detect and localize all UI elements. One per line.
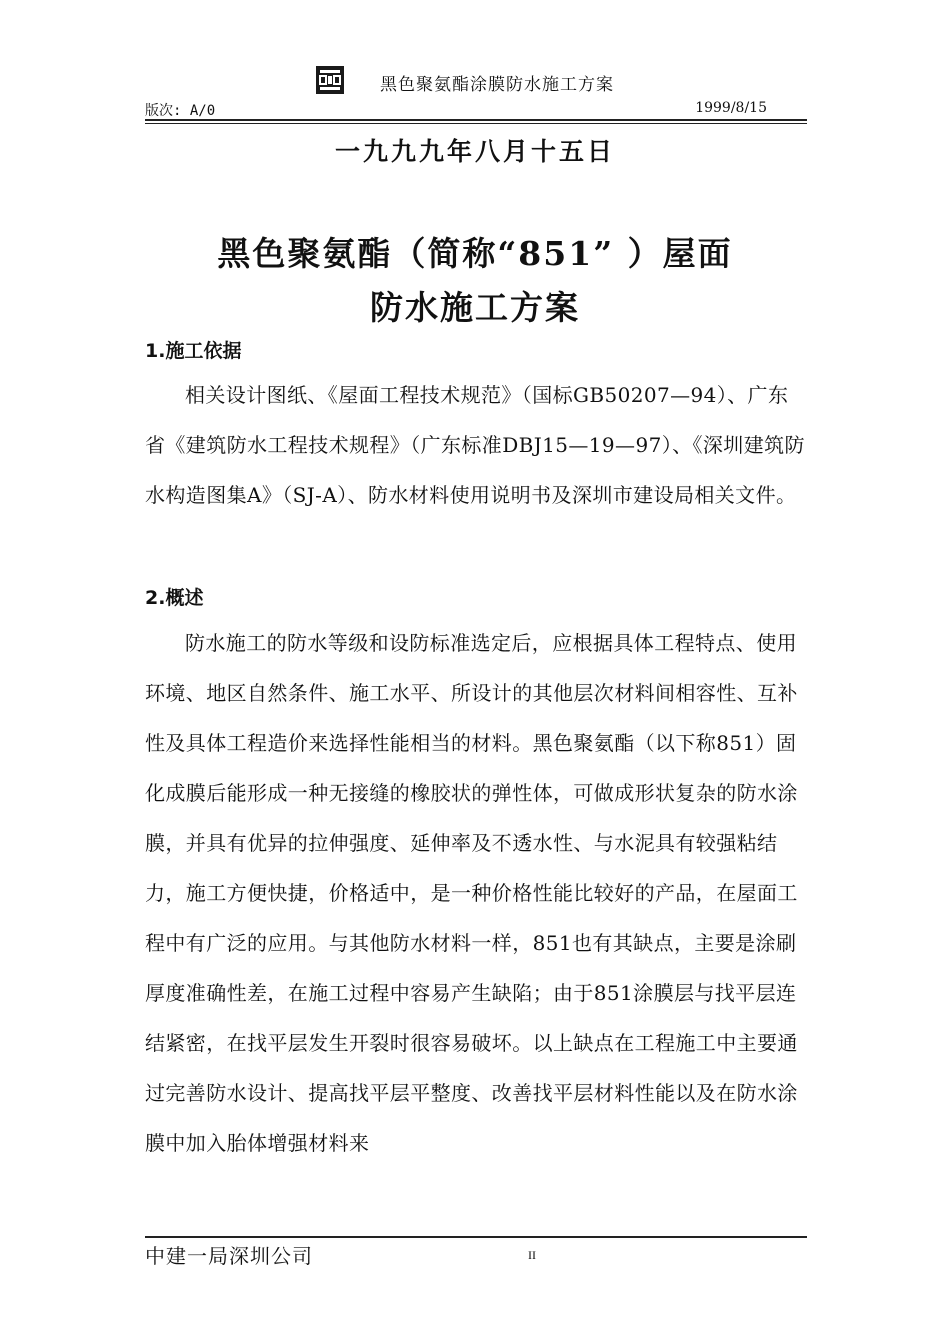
header-rule (145, 119, 807, 121)
section-body-basis: 相关设计图纸、《屋面工程技术规范》（国标GB50207—94）、广东省《建筑防水工程技术规程》（广东标准DBJ15—19—97）、《深圳建筑防水构造图集A》（SJ-A）、防水材料使用说明书及深圳市建设局相关文件。 (145, 383, 805, 507)
footer-company: 中建一局深圳公司 (145, 1244, 313, 1268)
page-number: II (528, 1248, 536, 1262)
document-title-line-1: 黑色聚氨酯（简称“851” ）屋面 (217, 234, 733, 273)
version-label: 版次: A/0 (145, 103, 216, 119)
date-heading: 一九九九年八月十五日 (334, 137, 615, 166)
header-date: 1999/8/15 (695, 100, 767, 116)
cscec-logo-icon (316, 66, 344, 94)
header-title: 黑色聚氨酯涂膜防水施工方案 (380, 75, 614, 95)
document-title-line-2: 防水施工方案 (370, 288, 580, 327)
section-body-overview: 防水施工的防水等级和设防标准选定后，应根据具体工程特点、使用环境、地区自然条件、施工水平、所设计的其他层次材料间相容性、互补性及具体工程造价来选择性能相当的材料。黑色聚氨酯（以下称851）固化成膜后能形成一种无接缝的橡胶状的弹性体，可做成形状复杂的防水涂膜，并具有优异的拉伸强度、延伸率及不透水性、与水泥具有较强粘结力，施工方便快捷，价格适中，是一种价格性能比较好的产品，在屋面工程中有广泛的应用。与其他防水材料一样，851也有其缺点，主要是涂刷厚度准确性差，在施工过程中容易产生缺陷；由于851涂膜层与找平层连结紧密，在找平层发生开裂时很容易破坏。以上缺点在工程施工中主要通过完善防水设计、提高找平层平整度、改善找平层材料性能以及在防水涂膜中加入胎体增强材料来 (145, 631, 798, 1155)
section-heading-overview: 2.概述 (145, 587, 204, 609)
section-heading-basis: 1.施工依据 (145, 340, 242, 362)
header-rule-thin (145, 123, 807, 124)
footer-rule (145, 1236, 807, 1238)
